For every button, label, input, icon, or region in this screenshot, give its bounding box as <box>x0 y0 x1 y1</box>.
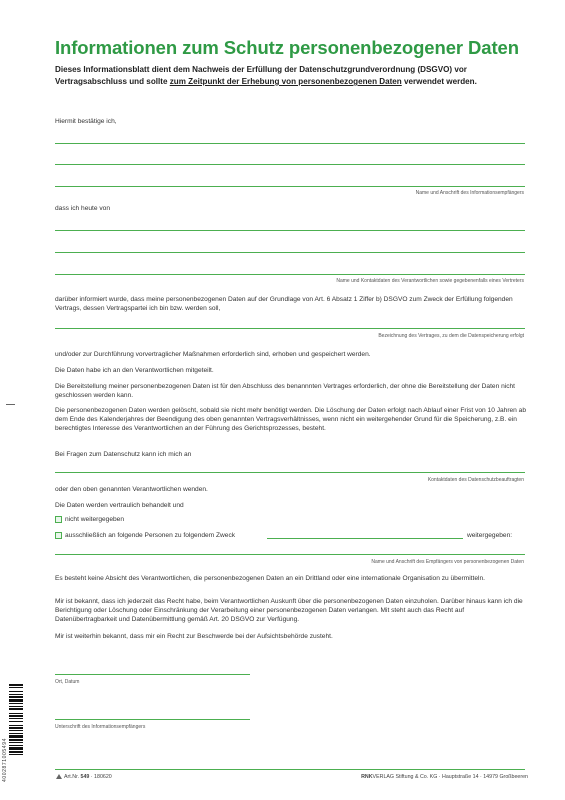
document-title: Informationen zum Schutz personenbezogener Daten <box>55 37 519 58</box>
questions-text: Bei Fragen zum Datenschutz kann ich mich an <box>55 451 192 458</box>
dpo-caption: Kontaktdaten des Datenschutzbeauftragten <box>427 477 524 483</box>
complaint-text: Mir ist weiterhin bekannt, dass mir ein Recht zur Beschwerde bei der Aufsichtsbehörde zusteht. <box>55 633 333 640</box>
or-responsible-text: oder den oben genannten Verantwortlichen wenden. <box>55 486 208 493</box>
responsible-caption: Name und Kontaktdaten des Verantwortlichen sowie gegebenenfalls eines Vertreters <box>336 278 524 284</box>
barcode-bar <box>9 755 23 757</box>
footer-divider <box>55 769 525 770</box>
warning-triangle-icon <box>56 774 62 779</box>
shared-prefix-label: ausschließlich an folgende Personen zu folgendem Zweck <box>65 532 236 539</box>
third-country-text: Es besteht keine Absicht des Verantwortlichen, die personenbezogenen Daten an ein Drittland oder eine internationale Organisation zu übermitteln. <box>55 575 485 582</box>
place-date-line[interactable] <box>55 674 250 675</box>
dpo-line[interactable] <box>55 472 525 473</box>
precontract-text: und/oder zur Durchführung vorvertraglicher Maßnahmen erforderlich sind, erhoben und gespeichert werden. <box>55 351 371 358</box>
recipient-line-3[interactable] <box>55 186 525 187</box>
barcode-number: 4002871005494 <box>2 738 8 782</box>
not-shared-checkbox[interactable] <box>55 516 62 523</box>
contract-line[interactable] <box>55 328 525 329</box>
responsible-line-3[interactable] <box>55 274 525 275</box>
shared-text: Die Daten habe ich an den Verantwortlichen mitgeteilt. <box>55 367 214 374</box>
intro-part-2: verwendet werden. <box>401 77 477 86</box>
article-number <box>56 774 112 780</box>
publisher-info <box>361 774 528 780</box>
recipient-line-1[interactable] <box>55 143 525 144</box>
not-shared-label: nicht weitergegeben <box>65 516 125 523</box>
article-number-value: 549 <box>80 774 90 780</box>
shared-checkbox[interactable] <box>55 532 62 539</box>
informed-text: darüber informiert wurde, dass meine personenbezogenen Daten auf der Grundlage von Art. 6 Absatz 1 Ziffer b) DSGVO zum Zweck der Erfüllung folgenden Vertrags, dessen Vertragspartei ich bin bzw. werden soll, <box>55 296 513 313</box>
publisher-brand: RNK <box>361 774 373 780</box>
article-suffix: · 180620 <box>89 774 112 780</box>
contract-caption: Bezeichnung des Vertrages, zu dem die Datenspeicherung erfolgt <box>378 333 524 339</box>
barcode <box>9 684 23 784</box>
shared-suffix-label: weitergegeben: <box>467 532 513 539</box>
purpose-line[interactable] <box>267 538 463 539</box>
rights-text: Mir ist bekannt, dass ich jederzeit das Recht habe, beim Verantwortlichen Auskunft über die personenbezogenen Daten einzuholen. Darüber hinaus kann ich die Berichtigung oder Löschung oder Einschränkung der Verarbeitung einer personenbezogenen Daten verlangen. Mit steht auch das Recht auf Datenübertragbarkeit und Datenübermittlung gemäß Art. 20 DSGVO zur Verfügung. <box>55 598 523 624</box>
publisher-address: VERLAG Stiftung & Co. KG · Hauptstraße 14 · 14979 Großbeeren <box>372 774 528 780</box>
article-prefix: Art.Nr. <box>64 774 80 780</box>
signature-line[interactable] <box>55 719 250 720</box>
responsible-line-2[interactable] <box>55 252 525 253</box>
confidential-text: Die Daten werden vertraulich behandelt und <box>55 502 184 509</box>
confirm-label: Hiermit bestätige ich, <box>55 118 117 125</box>
signature-caption: Unterschrift des Informationsempfängers <box>55 724 146 730</box>
intro-part-1: Dieses Informationsblatt dient dem Nachweis der Erfüllung der Datenschutzgrundverordnung (DSGVO) vor Vertragsabschluss und sollte <box>55 65 467 86</box>
intro-text <box>55 64 530 88</box>
place-date-caption: Ort, Datum <box>55 679 80 685</box>
intro-underlined: zum Zeitpunkt der Erhebung von personenbezogenen Daten <box>169 77 402 86</box>
responsible-line-1[interactable] <box>55 230 525 231</box>
data-recipient-line[interactable] <box>55 554 525 555</box>
data-recipient-caption: Name und Anschrift des Empfängers von personenbezogenen Daten <box>371 559 524 565</box>
fold-mark <box>6 404 15 405</box>
today-from-label: dass ich heute von <box>55 205 110 212</box>
recipient-caption: Name und Anschrift des Informationsempfängers <box>415 190 524 196</box>
recipient-line-2[interactable] <box>55 164 525 165</box>
provision-text: Die Bereitstellung meiner personenbezogenen Daten ist für den Abschluss des benannnten Vertrages erforderlich, der ohne die Bereitstellung der Daten nicht geschlossen werden kann. <box>55 383 516 400</box>
deletion-text: Die personenbezogenen Daten werden gelöscht, sobald sie nicht mehr benötigt werden. Die Löschung der Daten erfolgt nach Ablauf einer Frist von 10 Jahren ab dem Ende des Kalenderjahres der Beendigung des oben genannten Vertragsverhältnisses, wenn nicht ein weitergehender Grund für die Speicherung, z.B. ein berechtigtes Interesse des Verantwortlichen an der Führung des Gerichtsprozesses, besteht. <box>55 407 527 433</box>
